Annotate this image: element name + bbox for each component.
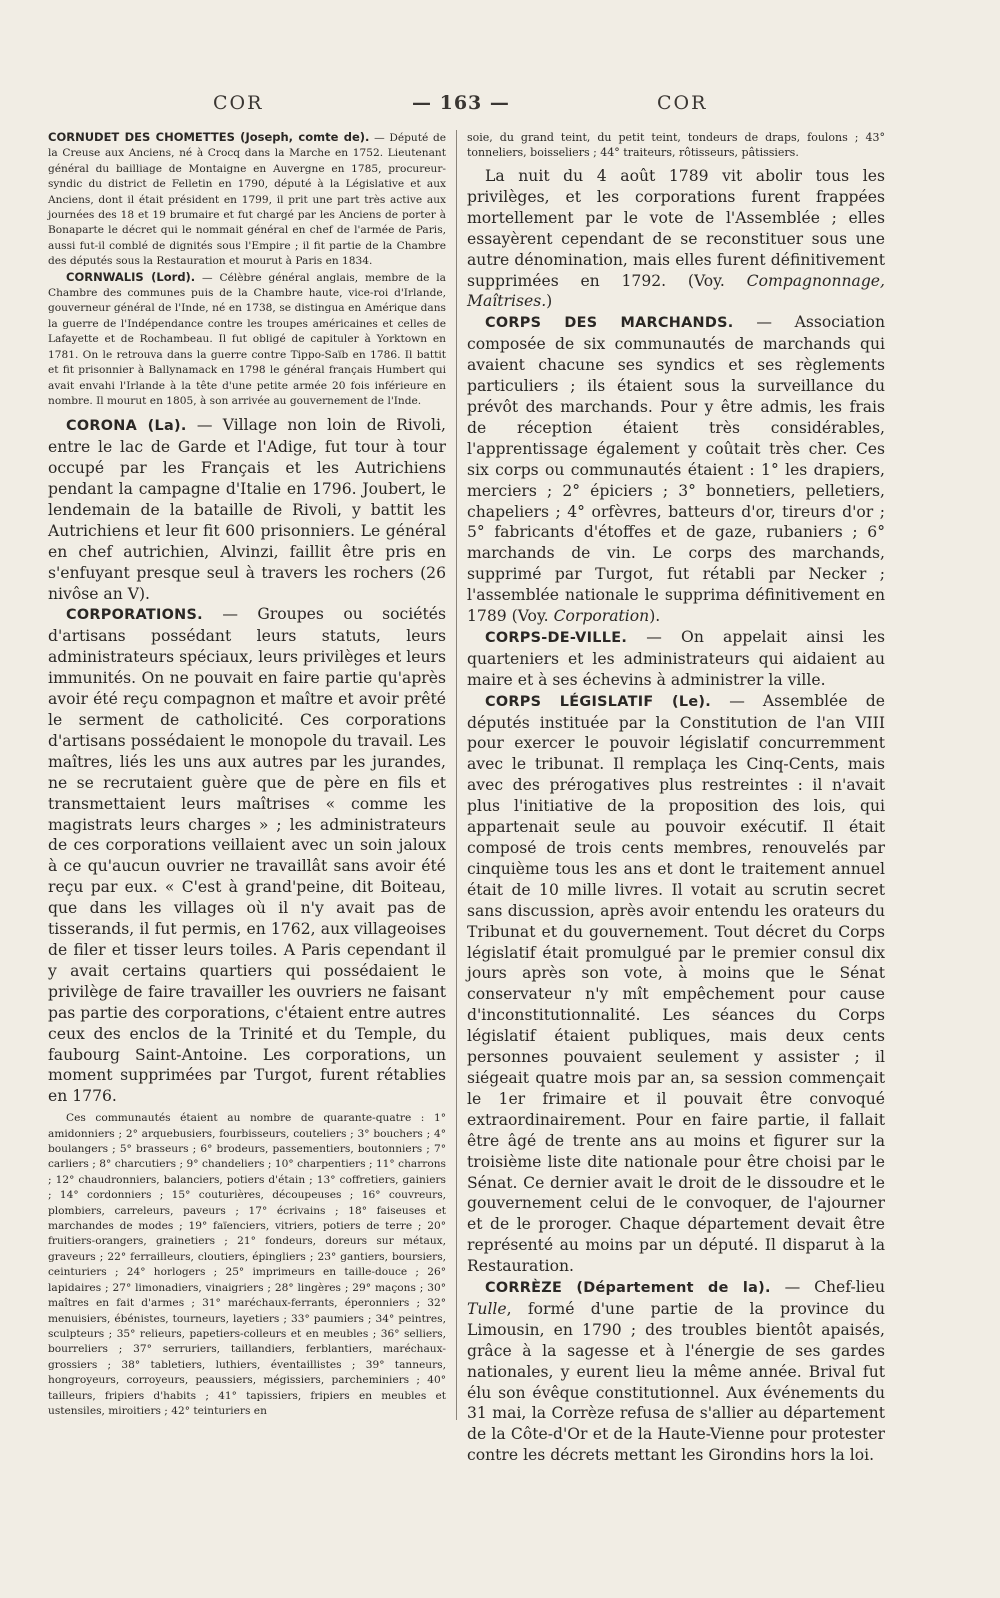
headword-cornwalis: CORNWALIS (Lord). <box>66 269 196 284</box>
entry-text-corporations: — Groupes ou sociétés d'artisans possédant leurs statuts, leurs administrateurs spéciaux, leurs privilèges et leurs immunités. On ne pouvait en faire partie qu'après avoir été reçu compagnon et maître et avoir prêté le serment de catholicité. Ces corporations d'artisans possédaient le monopole du travail. Les maîtres, liés les uns aux autres par les jurandes, ne se recrutaient guère que de père en fils et transmettaient leurs maîtrises « comme les magistrats leurs charges » ; les administrateurs de ces corporations veillaient avec un soin jaloux à ce qu'aucun ouvrier ne travaillât sans avoir été reçu par eux. « C'est à grand'peine, dit Boiteau, que dans les villages où il n'y avait pas de tisserands, il fut permis, en 1762, aux villageoises de filer et tisser leurs toiles. A Paris cependant il y avait certains quartiers qui possédaient le privilège de faire travailler les ouvriers ne faisant pas partie des corporations, c'étaient entre autres ceux des enclos de la Trinité et du Temple, du faubourg Saint-Antoine. Les corporations, un moment supprimées par Turgot, furent rétablies en 1776. <box>48 605 446 1106</box>
entry-text-marchands: — Association composée de six communautés de marchands qui avaient chacune ses syndics et ses règlements particuliers ; ils étaient sous la surveillance du prévôt des marchands. Pour y être admis, les frais de réception étaient très considérables, l'apprentissage également y coûtait très cher. Ces six corps ou communautés étaient : 1° les drapiers, merciers ; 2° épiciers ; 3° bonnetiers, pelletiers, chapeliers ; 4° orfèvres, batteurs d'or, tireurs d'or ; 5° fabricants d'étoffes et de gaze, rubaniers ; 6° marchands de vin. Le corps des marchands, supprimé par Turgot, fut rétabli par Necker ; l'assemblée nationale le supprima définitivement en 1789 (Voy. <box>467 313 885 626</box>
entry-text-cornudet: — Député de la Creuse aux Anciens, né à Crocq dans la Marche en 1752. Lieutenant général du bailliage de Montaigne en Auvergne en 1785, procureur-syndic du district de Felletin en 1790, député à la Législative et aux Anciens, dont il était président en 1799, il prit une part très active aux journées des 18 et 19 brumaire et fut chargé par les Anciens de porter à Bonaparte le décret qui le nommait général en chef de l'armée de Paris, aussi fut-il comblé de dignités sous l'Empire ; il fit partie de la Chambre des députés sous la Restauration et mourut à Paris en 1834. <box>48 132 446 268</box>
entry-correze <box>467 1277 885 1466</box>
footnote-communautes: Ces communautés étaient au nombre de quarante-quatre : 1° amidonniers ; 2° arquebusiers, fourbisseurs, couteliers ; 3° bouchers ; 4° boulangers ; 5° brasseurs ; 6° brodeurs, passementiers, boutonniers ; 7° carliers ; 8° charcutiers ; 9° chandeliers ; 10° charpentiers ; 11° charrons ; 12° chaudronniers, balanciers, potiers d'étain ; 13° coffretiers, gainiers ; 14° cordonniers ; 15° couturières, découpeuses ; 16° couvreurs, plombiers, carreleurs, paveurs ; 17° écrivains ; 18° faiseuses et marchandes de modes ; 19° faïenciers, vitriers, potiers de terre ; 20° fruitiers-orangers, grainetiers ; 21° fondeurs, doreurs sur métaux, graveurs ; 22° ferrailleurs, cloutiers, épingliers ; 23° gantiers, boursiers, ceinturiers ; 24° horlogers ; 25° imprimeurs en taille-douce ; 26° lapidaires ; 27° limonadiers, vinaigriers ; 28° lingères ; 29° maçons ; 30° maîtres en fait d'armes ; 31° maréchaux-ferrants, éperonniers ; 32° menuisiers, ébénistes, tourneurs, layetiers ; 33° paumiers ; 34° peintres, sculpteurs ; 35° relieurs, papetiers-colleurs et en meubles ; 36° selliers, bourreliers ; 37° serruriers, taillandiers, ferblantiers, maréchaux-grossiers ; 38° tabletiers, luthiers, éventaillistes ; 39° tanneurs, hongroyeurs, corroyeurs, peaussiers, mégissiers, parcheminiers ; 40° tailleurs, fripiers d'habits ; 41° tapissiers, fripiers en meubles et ustensiles, miroitiers ; 42° teinturiers en <box>48 1112 446 1417</box>
place-name-tulle: Tulle <box>467 1299 507 1318</box>
corporations-continuation <box>467 166 885 312</box>
corporations-cont-text: La nuit du 4 août 1789 vit abolir tous les privilèges, et les corporations furent frappées mortellement par le vote de l'Assemblée ; elles essayèrent cependant de se reconstituer sous une autre dénomination, mais elles furent définitivement supprimées en 1792. (Voy. <box>467 167 885 290</box>
entry-cornudet <box>48 130 446 270</box>
running-head-left: COR <box>213 92 264 114</box>
entry-corps-legislatif <box>467 691 885 1277</box>
right-column <box>467 130 885 1466</box>
cross-reference-corporation[interactable]: Corporation <box>553 607 650 626</box>
entry-corona <box>48 415 446 604</box>
marchands-end: ). <box>649 607 661 626</box>
headword-correze: CORRÈZE (Département de la). <box>485 1280 771 1297</box>
running-head-right: COR <box>657 92 708 114</box>
entry-cornwalis <box>48 270 446 410</box>
entry-text-cornwalis: — Célèbre général anglais, membre de la Chambre des communes puis de la Chambre haute, vice-roi d'Irlande, gouverneur général de l'Inde, né en 1738, se distingua en Amérique dans la guerre de l'Indépendance contre les troupes américaines et celles de Lafayette et de Rochambeau. Il fut obligé de capituler à Yorktown en 1781. On le retrouva dans la guerre contre Tippo-Saïb en 1786. Il battit et fit prisonnier à Ballynamack en 1798 le général français Humbert qui avait envahi l'Irlande à la tête d'une petite armée 20 fois inférieure en nombre. Il mourut en 1805, à son arrivée au gouvernement de l'Inde. <box>48 271 446 407</box>
headword-cornudet: CORNUDET DES CHOMETTES (Joseph, comte de). <box>48 130 370 144</box>
cross-reference-compagnonnage[interactable]: Compagnonnage, Maîtrises. <box>467 271 885 311</box>
left-column <box>48 130 446 1419</box>
headword-corps-des-marchands: CORPS DES MARCHANDS. <box>485 315 734 332</box>
headword-corona: CORONA (La). <box>66 418 187 435</box>
entry-corporations <box>48 604 446 1107</box>
footnote-continuation: soie, du grand teint, du petit teint, tondeurs de draps, foulons ; 43° tonneliers, boisseliers ; 44° traiteurs, rôtisseurs, pâtissiers. <box>467 131 885 159</box>
entry-text-legislatif: — Assemblée de députés instituée par la Constitution de l'an VIII pour exercer le pouvoir législatif concurremment avec le tribunat. Il remplaça les Cinq-Cents, mais avec des prérogatives plus restreintes : il n'avait plus l'initiative de la proposition des lois, qui appartenait seule au pouvoir exécutif. Il était composé de trois cents membres, renouvelés par cinquième tous les ans et dont le traitement annuel était de 10 mille livres. Il votait au scrutin secret sans discussion, après avoir entendu les orateurs du Tribunat et du gouvernement. Tout décret du Corps législatif était promulgué par le premier consul dix jours après son vote, à moins que le Sénat conservateur n'y mît empêchement pour cause d'inconstitutionnalité. Les séances du Corps législatif étaient publiques, mais deux cents personnes pouvaient seulement y assister ; il siégeait quatre mois par an, sa session commençait le 1er frimaire et il pouvait être convoqué extraordinairement. Pour en faire partie, il fallait être âgé de trente ans au moins et figurer sur la troisième liste dite nationale pour être choisi par le Sénat. Ce dernier avait le droit de le dissoudre et le gouvernement celui de le convoquer, de l'ajourner et de le proroger. Chaque département devait être représenté au moins par un député. Il disparut à la Restauration. <box>467 691 885 1276</box>
entry-corps-de-ville <box>467 627 885 691</box>
entry-corps-des-marchands <box>467 312 885 627</box>
entry-text-corona: — Village non loin de Rivoli, entre le lac de Garde et l'Adige, fut tour à tour occupé par les Français et les Autrichiens pendant la campagne d'Italie en 1796. Joubert, le lendemain de la bataille de Rivoli, y battit les Autrichiens et leur fit 600 prisonniers. Le général en chef autrichien, Alvinzi, faillit être pris en s'enfuyant presque seul à travers les rochers (26 nivôse an V). <box>48 416 446 603</box>
headword-corps-legislatif: CORPS LÉGISLATIF (Le). <box>485 693 712 710</box>
corporations-cont-end: ) <box>546 292 553 311</box>
headword-corporations: CORPORATIONS. <box>66 607 203 624</box>
headword-corps-de-ville: CORPS-DE-VILLE. <box>485 629 628 646</box>
entry-text-correze-b: , formé d'une partie de la province du Limousin, en 1790 ; des troubles bientôt apaisés, grâce à la sagesse et à l'énergie de ses gardes nationales, y eurent lieu la même année. Brival fut élu son évêque constitutionnel. Aux événements du 31 mai, la Corrèze refusa de s'allier au département de la Côte-d'Or et de la Haute-Vienne pour protester contre les décrets mettant les Girondins hors la loi. <box>467 1299 885 1465</box>
entry-text-ville: — On appelait ainsi les quarteniers et les administrateurs qui aidaient au maire et à ses échevins à administrer la ville. <box>467 627 885 689</box>
page-number: — 163 — <box>412 92 510 114</box>
column-divider <box>456 130 457 1420</box>
entry-text-correze-a: — Chef-lieu <box>770 1278 885 1297</box>
